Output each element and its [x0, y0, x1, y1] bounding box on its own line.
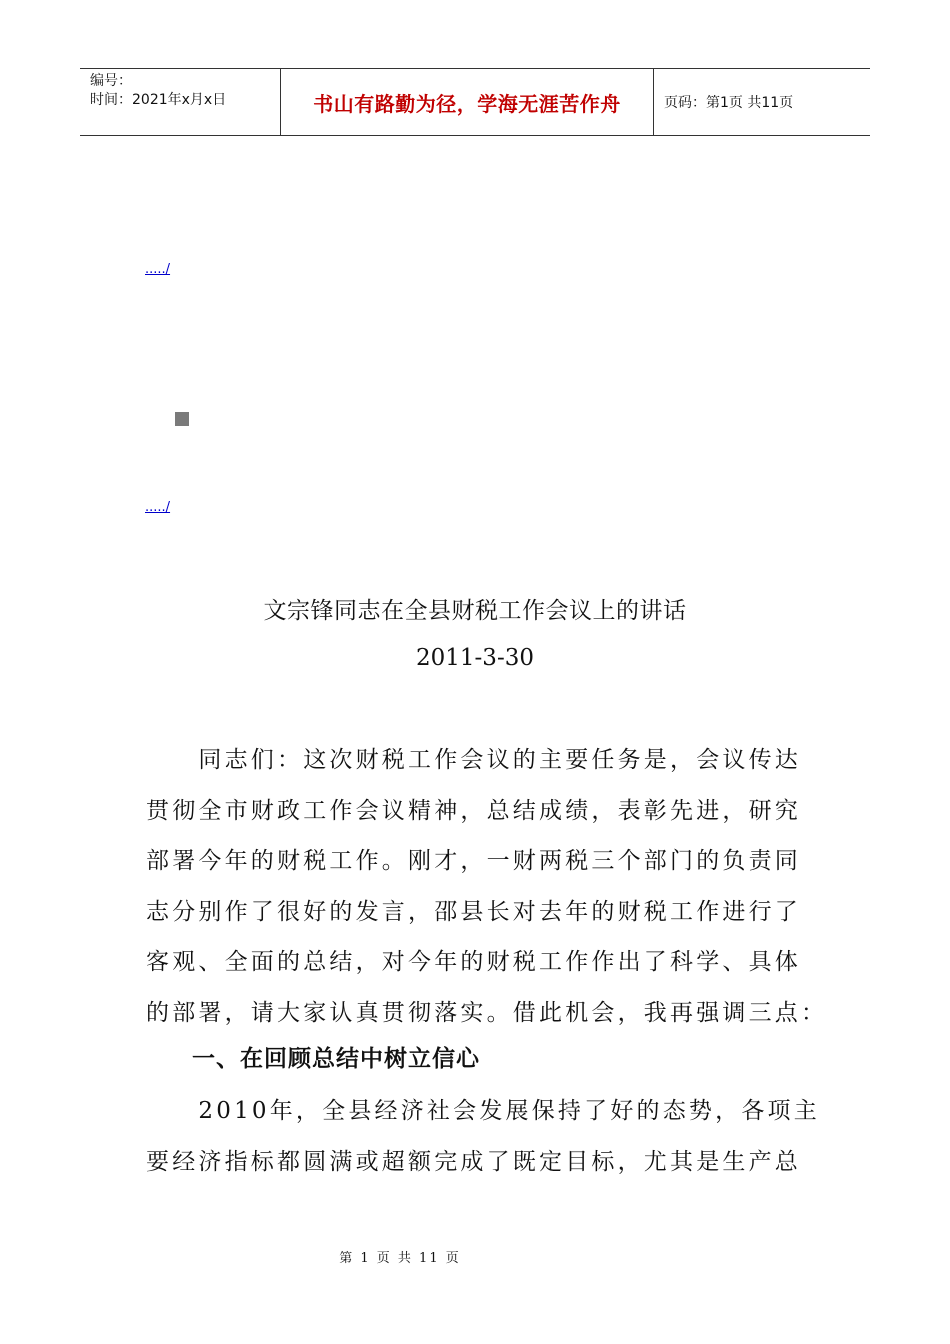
- link-1[interactable]: ...../: [145, 262, 171, 277]
- paragraph-line: 志分别作了很好的发言，邵县长对去年的财税工作进行了: [146, 898, 801, 925]
- section-heading-1: 一、在回顾总结中树立信心: [192, 1046, 480, 1072]
- page-footer: 第 1 页 共 11 页: [339, 1251, 461, 1266]
- header-motto: 书山有路勤为径，学海无涯苦作舟: [281, 69, 654, 135]
- paragraph-line: 同志们：这次财税工作会议的主要任务是，会议传达: [146, 747, 801, 773]
- header-page-info: 页码：第1页 共11页: [664, 95, 794, 111]
- paragraph-line: 贯彻全市财政工作会议精神，总结成绩，表彰先进，研究: [146, 797, 801, 824]
- paragraph-line: 要经济指标都圆满或超额完成了既定目标，尤其是生产总: [146, 1148, 801, 1175]
- link-2[interactable]: ...../: [145, 500, 171, 515]
- gray-square-icon: [175, 412, 189, 426]
- document-number-label: 编号：: [90, 73, 132, 89]
- header-table: [80, 68, 870, 136]
- paragraph-line: 的部署，请大家认真贯彻落实。借此机会，我再强调三点：: [146, 999, 828, 1026]
- document-time-label: 时间：2021年x月x日: [90, 92, 227, 108]
- paragraph-2: [146, 1086, 820, 1187]
- document-date: 2011-3-30: [416, 645, 534, 671]
- paragraph-1: [146, 735, 828, 1038]
- paragraph-line: 2010年，全县经济社会发展保持了好的态势，各项主: [146, 1098, 820, 1124]
- document-title: 文宗锋同志在全县财税工作会议上的讲话: [263, 598, 687, 624]
- paragraph-line: 部署今年的财税工作。刚才，一财两税三个部门的负责同: [146, 848, 801, 874]
- header-left-cell: [80, 69, 281, 135]
- paragraph-line: 客观、全面的总结，对今年的财税工作作出了科学、具体: [146, 949, 801, 975]
